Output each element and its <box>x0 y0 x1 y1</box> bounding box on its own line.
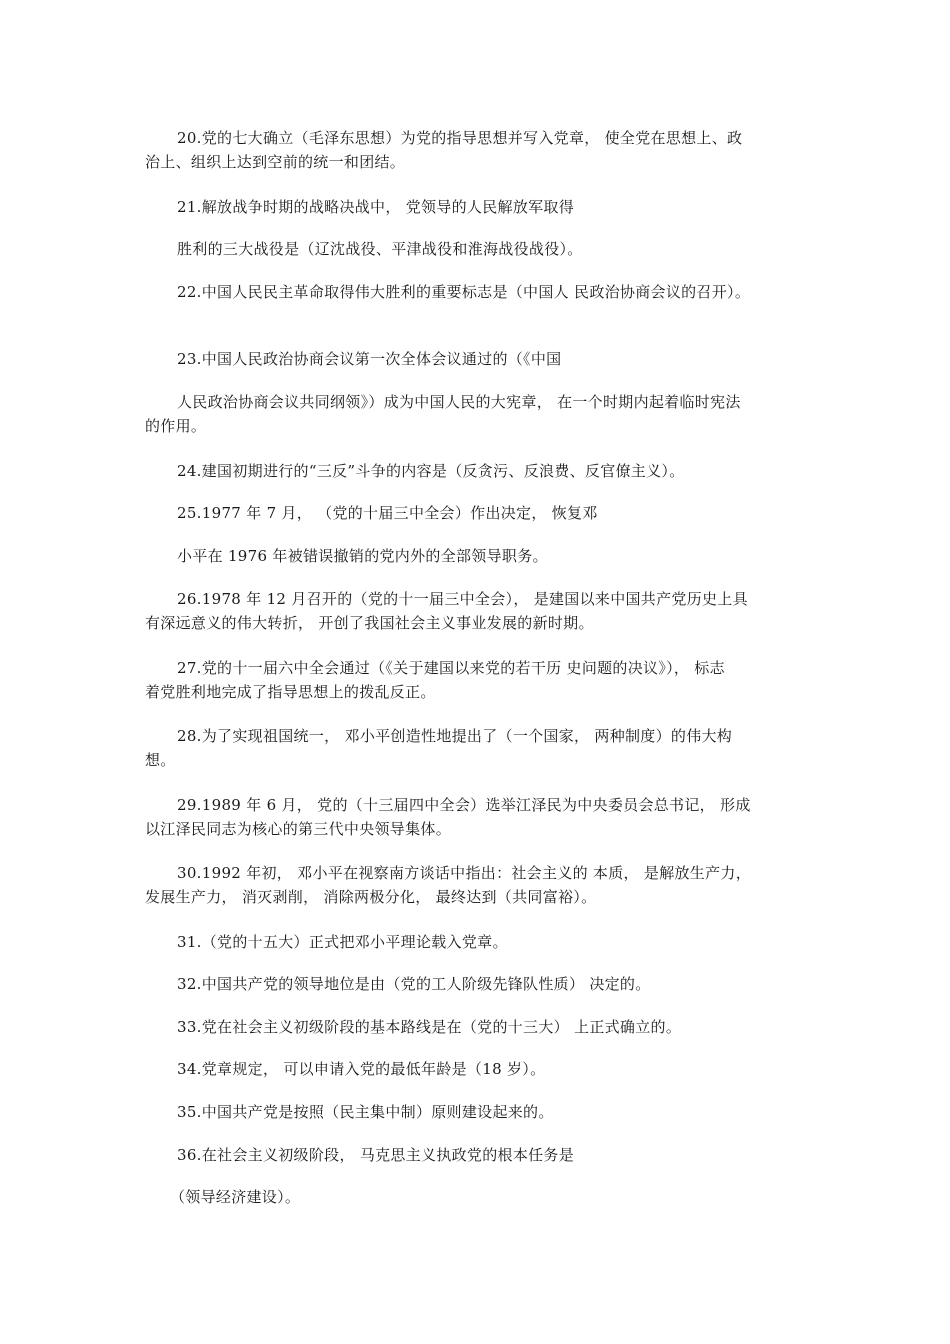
text-line-22: 22.中国人民民主革命取得伟大胜利的重要标志是（中国人 民政治协商会议的召开）。 <box>177 283 751 301</box>
text-line-23a: 23.中国人民政治协商会议第一次全体会议通过的（《中国 <box>177 350 562 368</box>
text-line-21b: 胜利的三大战役是（辽沈战役、平津战役和淮海战役战役）。 <box>177 240 583 258</box>
text-line-24: 24.建国初期进行的“三反”斗争的内容是（反贪污、反浪费、反官僚主义）。 <box>177 462 685 480</box>
text-line-25b: 小平在 1976 年被错误撤销的党内外的全部领导职务。 <box>177 547 548 565</box>
text-line-27a: 27.党的十一届六中全会通过（《关于建国以来党的若干历 史问题的决议》）， 标志 <box>177 659 725 677</box>
text-line-29a: 29.1989 年 6 月， 党的（十三届四中全会）选举江泽民为中央委员会总书记， 形成 <box>177 796 751 814</box>
text-line-30a: 30.1992 年初， 邓小平在视察南方谈话中指出：社会主义的 本质， 是解放生产力， <box>177 864 752 882</box>
text-line-31: 31.（党的十五大）正式把邓小平理论载入党章。 <box>177 933 508 951</box>
text-line-26b: 有深远意义的伟大转折， 开创了我国社会主义事业发展的新时期。 <box>145 614 594 632</box>
text-line-26a: 26.1978 年 12 月召开的（党的十一届三中全会）， 是建国以来中国共产党历史上具 <box>177 590 748 608</box>
text-line-23c: 的作用。 <box>145 417 207 435</box>
text-line-25a: 25.1977 年 7 月， （党的十届三中全会）作出决定， 恢复邓 <box>177 504 598 522</box>
text-line-20b: 治上、组织上达到空前的统一和团结。 <box>145 153 406 171</box>
text-line-28a: 28.为了实现祖国统一， 邓小平创造性地提出了（一个国家， 两种制度）的伟大构 <box>177 727 733 745</box>
text-line-33: 33.党在社会主义初级阶段的基本路线是在（党的十三大） 上正式确立的。 <box>177 1018 682 1036</box>
text-line-34: 34.党章规定， 可以申请入党的最低年龄是（18 岁）。 <box>177 1060 546 1078</box>
text-line-21a: 21.解放战争时期的战略决战中， 党领导的人民解放军取得 <box>177 198 575 216</box>
text-line-30b: 发展生产力， 消灭剥削， 消除两极分化， 最终达到（共同富裕）。 <box>145 888 597 906</box>
text-line-36a: 36.在社会主义初级阶段， 马克思主义执政党的根本任务是 <box>177 1146 575 1164</box>
text-line-29b: 以江泽民同志为核心的第三代中央领导集体。 <box>145 820 452 838</box>
text-line-20a: 20.党的七大确立（毛泽东思想）为党的指导思想并写入党章， 使全党在思想上、政 <box>177 129 743 147</box>
text-line-27b: 着党胜利地完成了指导思想上的拨乱反正。 <box>145 683 436 701</box>
text-line-32: 32.中国共产党的领导地位是由（党的工人阶级先锋队性质） 决定的。 <box>177 975 651 993</box>
text-line-23b: 人民政治协商会议共同纲领》）成为中国人民的大宪章， 在一个时期内起着临时宪法 <box>177 393 741 411</box>
text-line-28b: 想。 <box>145 751 176 769</box>
text-line-35: 35.中国共产党是按照（民主集中制）原则建设起来的。 <box>177 1103 554 1121</box>
text-line-36b: （领导经济建设）。 <box>170 1188 301 1206</box>
